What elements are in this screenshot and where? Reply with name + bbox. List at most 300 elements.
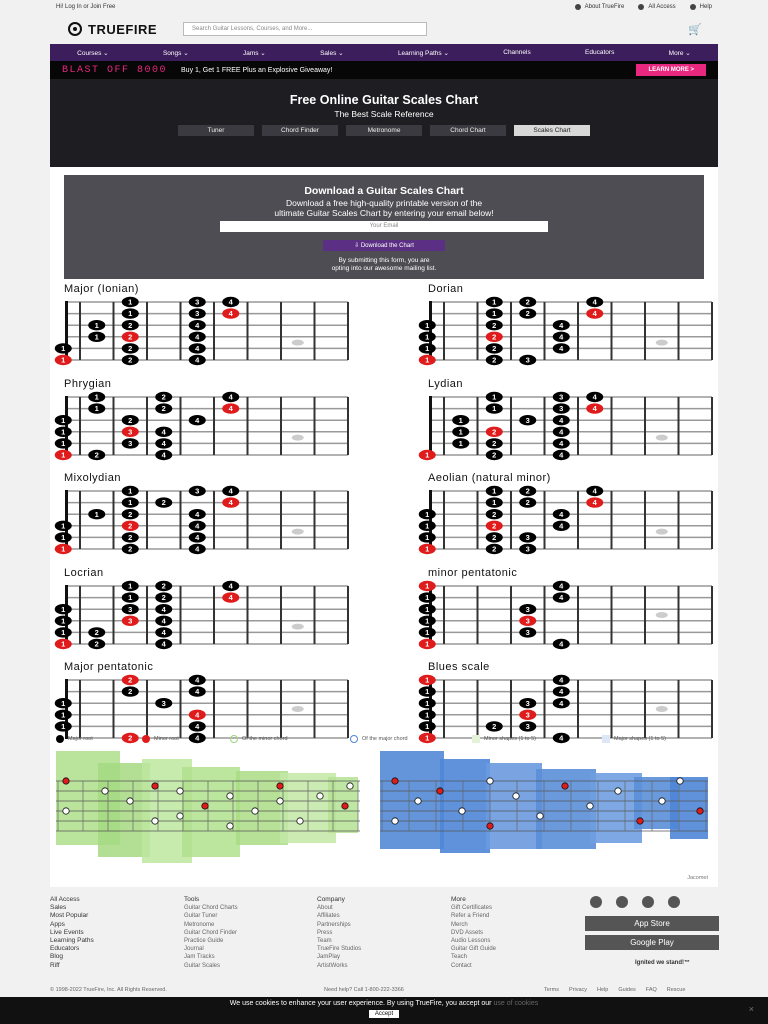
major-note — [392, 778, 398, 784]
google-play-button[interactable]: Google Play — [585, 935, 719, 950]
footer-link[interactable]: Educators — [50, 945, 80, 953]
minor-note — [63, 808, 69, 814]
finger-label: 1 — [128, 593, 133, 603]
finger-label: 3 — [525, 616, 530, 626]
login-link[interactable]: Hi! Log In or Join Free — [56, 4, 116, 10]
finger-label: 1 — [425, 450, 430, 460]
tool-tabs — [50, 125, 718, 136]
footer-col-title: Company — [317, 896, 345, 903]
download-box — [64, 175, 704, 279]
finger-label: 1 — [61, 450, 66, 460]
finger-label: 1 — [128, 309, 133, 319]
promo-banner — [50, 61, 718, 79]
download-icon: ⇩ — [354, 243, 361, 249]
finger-label: 1 — [61, 628, 66, 637]
finger-label: 1 — [425, 628, 430, 637]
finger-label: 1 — [425, 604, 430, 614]
finger-label: 3 — [195, 486, 200, 496]
finger-label: 1 — [425, 639, 430, 649]
finger-label: 4 — [161, 604, 166, 614]
finger-label: 2 — [492, 439, 497, 448]
finger-label: 4 — [161, 427, 166, 437]
minor-note — [63, 778, 69, 784]
email-field[interactable]: Your Email — [220, 221, 548, 232]
finger-label: 2 — [94, 639, 99, 649]
fret-marker — [656, 612, 668, 618]
major-note — [587, 803, 593, 809]
legend-major-shapes: Major shapes (1 to 5) — [602, 735, 666, 743]
finger-label: 1 — [61, 639, 66, 649]
legal-link[interactable]: Help — [597, 987, 609, 993]
finger-label: 1 — [425, 722, 430, 731]
footer-link[interactable]: TrueFire Studios — [317, 946, 362, 953]
finger-label: 4 — [228, 486, 233, 496]
tab-tuner[interactable]: Tuner — [178, 125, 254, 136]
finger-label: 4 — [195, 344, 200, 353]
footer-link[interactable]: Journal — [184, 946, 204, 953]
finger-label: 2 — [128, 687, 133, 697]
download-desc-1: Download a free high-quality printable version of the — [285, 198, 483, 208]
finger-label: 1 — [94, 509, 99, 519]
finger-label: 2 — [525, 297, 530, 307]
finger-label: 4 — [559, 332, 564, 342]
footer-link[interactable]: ArtistWorks — [317, 962, 348, 969]
footer-col-company — [317, 896, 361, 970]
footer-link[interactable]: Guitar Chord Charts — [184, 905, 238, 912]
nav-learning-paths[interactable]: Learning Paths ⌄ — [397, 49, 449, 57]
youtube-icon[interactable] — [642, 896, 654, 908]
finger-label: 1 — [425, 344, 430, 353]
key-icon — [638, 4, 644, 10]
tab-scales-chart[interactable]: Scales Chart — [514, 125, 590, 136]
finger-label: 4 — [228, 581, 233, 591]
footer-link[interactable]: Jam Tracks — [184, 954, 215, 961]
footer-link[interactable]: Team — [317, 938, 332, 945]
green-swatch-icon — [472, 735, 480, 743]
tab-chord-finder[interactable]: Chord Finder — [262, 125, 338, 136]
finger-label: 4 — [161, 450, 166, 460]
finger-label: 2 — [128, 675, 133, 685]
footer-link[interactable]: Learning Paths — [50, 937, 94, 945]
cookie-policy-link[interactable]: use of cookies — [493, 1000, 539, 1007]
nav-more[interactable]: More ⌄ — [668, 49, 691, 57]
major-note — [562, 783, 568, 789]
finger-label: 1 — [61, 427, 66, 437]
finger-label: 4 — [195, 675, 200, 685]
tab-chord-chart[interactable]: Chord Chart — [430, 125, 506, 136]
finger-label: 4 — [161, 616, 166, 626]
minor-note — [277, 798, 283, 804]
promo-text: Buy 1, Get 1 FREE Plus an Explosive Giveaway! — [181, 66, 333, 74]
footer-link[interactable]: Riff — [50, 961, 60, 969]
footer-link[interactable]: Metronome — [184, 921, 215, 928]
download-button-label: Download the Chart — [360, 243, 414, 249]
major-note — [392, 818, 398, 824]
footer-col-more — [451, 896, 496, 970]
fretboard — [61, 391, 344, 467]
finger-label: 3 — [128, 427, 133, 437]
finger-label: 4 — [161, 439, 166, 448]
major-note — [537, 813, 543, 819]
footer-col-title: Tools — [184, 896, 200, 903]
finger-label: 3 — [195, 309, 200, 319]
nut — [429, 396, 432, 456]
red-dot-icon — [142, 735, 150, 743]
minor-note — [102, 788, 108, 794]
finger-label: 1 — [425, 544, 430, 554]
finger-label: 1 — [128, 486, 133, 496]
footer-link[interactable]: Blog — [50, 953, 64, 961]
footer-link[interactable]: Sales — [50, 904, 67, 912]
finger-label: 1 — [61, 698, 66, 708]
finger-label: 4 — [592, 297, 597, 307]
credit: Jacomet — [687, 875, 708, 881]
scale-chart — [425, 472, 708, 566]
finger-label: 1 — [61, 344, 66, 353]
finger-label: 2 — [492, 355, 497, 365]
major-note — [437, 788, 443, 794]
truefire-logo[interactable] — [66, 22, 157, 37]
minor-note — [252, 808, 258, 814]
finger-label: 2 — [161, 392, 166, 402]
finger-label: 3 — [195, 297, 200, 307]
fret-marker — [656, 435, 668, 441]
fret-marker — [656, 340, 668, 346]
tab-metronome[interactable]: Metronome — [346, 125, 422, 136]
major-note — [615, 788, 621, 794]
finger-label: 4 — [195, 521, 200, 531]
promo-brand: BLAST OFF 8000 — [62, 64, 168, 76]
footer-link[interactable]: DVD Assets — [451, 929, 484, 936]
scale-chart — [425, 283, 708, 377]
fretboard — [61, 580, 344, 656]
finger-label: 1 — [458, 439, 463, 448]
finger-label: 4 — [228, 297, 233, 307]
finger-label: 2 — [161, 404, 166, 414]
finger-label: 2 — [128, 332, 133, 342]
finger-label: 1 — [61, 604, 66, 614]
minor-note — [342, 803, 348, 809]
finger-label: 2 — [525, 309, 530, 319]
finger-label: 1 — [61, 439, 66, 448]
finger-label: 4 — [161, 639, 166, 649]
finger-label: 2 — [94, 450, 99, 460]
scale-name: Locrian — [64, 567, 104, 579]
finger-label: 4 — [228, 309, 233, 319]
download-chart-button[interactable] — [323, 240, 445, 251]
learn-more-button[interactable]: LEARN MORE > — [636, 64, 706, 76]
minor-note — [347, 783, 353, 789]
legend-minor-chord: Of the minor chord — [230, 735, 288, 743]
footer-link[interactable]: About — [317, 905, 333, 912]
mailing-note-2: opting into our awesome mailing list. — [331, 264, 437, 272]
finger-label: 4 — [559, 427, 564, 437]
finger-label: 4 — [559, 733, 564, 743]
minor-note — [227, 793, 233, 799]
finger-label: 1 — [61, 533, 66, 542]
finger-label: 1 — [61, 544, 66, 554]
social-links — [590, 896, 680, 908]
legend-minor-shapes: Minor shapes (1 to 5) — [472, 735, 536, 743]
fret-marker — [656, 706, 668, 712]
finger-label: 4 — [228, 392, 233, 402]
mailing-note-1: By submitting this form, you are — [338, 257, 430, 264]
finger-label: 4 — [559, 521, 564, 531]
finger-label: 3 — [128, 439, 133, 448]
minor-note — [127, 798, 133, 804]
finger-label: 1 — [492, 404, 497, 414]
footer-link[interactable]: Contact — [451, 962, 472, 969]
finger-label: 2 — [161, 581, 166, 591]
finger-label: 1 — [425, 687, 430, 697]
finger-label: 4 — [559, 415, 564, 425]
finger-label: 2 — [525, 486, 530, 496]
app-store-button[interactable]: App Store — [585, 916, 719, 931]
finger-label: 4 — [592, 498, 597, 508]
finger-label: 4 — [228, 498, 233, 508]
finger-label: 4 — [559, 450, 564, 460]
finger-label: 3 — [525, 604, 530, 614]
footer-link[interactable]: Teach — [451, 954, 468, 961]
finger-label: 2 — [492, 332, 497, 342]
scale-name: Phrygian — [64, 378, 112, 390]
scale-name: Mixolydian — [64, 472, 121, 484]
finger-label: 4 — [559, 439, 564, 448]
caged-fretboard-diagram — [50, 747, 718, 877]
footer — [50, 892, 718, 974]
fretboard — [425, 485, 708, 561]
finger-label: 1 — [425, 581, 430, 591]
scale-chart — [61, 567, 344, 661]
finger-label: 4 — [228, 404, 233, 414]
finger-label: 1 — [61, 521, 66, 531]
legal-links — [544, 987, 685, 993]
legal-link[interactable]: Guides — [618, 987, 636, 993]
page-subtitle: The Best Scale Reference — [334, 109, 434, 119]
major-note — [637, 818, 643, 824]
finger-label: 1 — [425, 533, 430, 542]
all-access-link[interactable]: All Access — [638, 4, 675, 10]
legal-link[interactable]: Privacy — [568, 987, 588, 993]
finger-label: 4 — [559, 320, 564, 330]
cart-icon[interactable]: 🛒 — [688, 23, 702, 36]
minor-note — [297, 818, 303, 824]
footer-col-title: More — [451, 896, 466, 903]
finger-label: 1 — [128, 498, 133, 508]
finger-label: 4 — [559, 344, 564, 353]
scale-chart — [61, 283, 344, 377]
footer-link[interactable]: Press — [317, 929, 333, 936]
footer-link[interactable]: Guitar Gift Guide — [451, 946, 497, 953]
finger-label: 1 — [61, 415, 66, 425]
legend — [50, 735, 718, 745]
major-note — [487, 823, 493, 829]
finger-label: 2 — [128, 355, 133, 365]
major-note — [677, 778, 683, 784]
search-input[interactable]: Search Guitar Lessons, Courses, and More... — [183, 22, 427, 36]
legal-link[interactable]: Rescue — [666, 987, 686, 993]
minor-note — [177, 788, 183, 794]
finger-label: 2 — [492, 544, 497, 554]
help-phone: Need help? Call 1-800-222-3366 — [324, 987, 404, 993]
finger-label: 4 — [195, 544, 200, 554]
finger-label: 2 — [128, 733, 133, 743]
finger-label: 1 — [425, 320, 430, 330]
finger-label: 1 — [128, 581, 133, 591]
fretboard — [425, 391, 708, 467]
finger-label: 1 — [61, 355, 66, 365]
finger-label: 1 — [128, 297, 133, 307]
finger-label: 1 — [425, 593, 430, 603]
download-title: Download a Guitar Scales Chart — [304, 185, 464, 197]
finger-label: 1 — [425, 521, 430, 531]
fret-marker — [292, 435, 304, 441]
finger-label: 1 — [94, 320, 99, 330]
close-icon[interactable]: × — [748, 1004, 754, 1014]
finger-label: 3 — [525, 710, 530, 720]
finger-label: 3 — [128, 604, 133, 614]
footer-link[interactable]: Practice Guide — [184, 938, 224, 945]
fretboard — [425, 580, 708, 656]
finger-label: 4 — [195, 332, 200, 342]
finger-label: 1 — [94, 332, 99, 342]
logo-icon — [66, 22, 84, 36]
finger-label: 2 — [161, 498, 166, 508]
scale-name: Aeolian (natural minor) — [428, 472, 551, 484]
finger-label: 4 — [559, 675, 564, 685]
minor-note — [152, 783, 158, 789]
nav-courses[interactable]: Courses ⌄ — [77, 49, 109, 57]
footer-link[interactable]: Live Events — [50, 928, 84, 936]
footer-link[interactable]: JamPlay — [317, 954, 341, 961]
finger-label: 4 — [195, 722, 200, 731]
scale-chart — [61, 472, 344, 566]
finger-label: 1 — [61, 710, 66, 720]
finger-label: 1 — [61, 722, 66, 731]
footer-link[interactable]: Guitar Scales — [184, 962, 221, 969]
hero — [50, 79, 718, 167]
finger-label: 1 — [492, 486, 497, 496]
black-dot-icon — [56, 735, 64, 743]
nav-songs[interactable]: Songs ⌄ — [162, 49, 189, 57]
fret-marker — [292, 624, 304, 630]
finger-label: 1 — [61, 616, 66, 626]
finger-label: 4 — [195, 415, 200, 425]
facebook-icon[interactable] — [590, 896, 602, 908]
scale-name: Blues scale — [428, 661, 490, 673]
footer-col-tools — [184, 896, 238, 970]
finger-label: 4 — [195, 733, 200, 743]
footer-link[interactable]: Partnerships — [317, 921, 351, 928]
scale-chart — [61, 378, 344, 472]
footer-link[interactable]: Apps — [50, 920, 65, 928]
finger-label: 4 — [559, 593, 564, 603]
finger-label: 3 — [525, 415, 530, 425]
finger-label: 4 — [559, 687, 564, 697]
legend-major-root: Major root — [56, 735, 93, 743]
nav-educators[interactable]: Educators — [585, 49, 615, 56]
help-link[interactable]: Help — [690, 4, 712, 10]
finger-label: 4 — [195, 710, 200, 720]
page-title: Free Online Guitar Scales Chart — [289, 93, 479, 107]
finger-label: 1 — [492, 392, 497, 402]
fretboard — [425, 296, 708, 372]
nav-sales[interactable]: Sales ⌄ — [320, 49, 344, 57]
footer-link[interactable]: Refer a Friend — [451, 913, 490, 920]
finger-label: 1 — [458, 427, 463, 437]
legal-link[interactable]: Terms — [544, 987, 559, 993]
blue-swatch-icon — [602, 735, 610, 743]
finger-label: 2 — [128, 509, 133, 519]
finger-label: 2 — [128, 344, 133, 353]
finger-label: 4 — [592, 309, 597, 319]
footer-link[interactable]: Merch — [451, 921, 468, 928]
finger-label: 3 — [525, 698, 530, 708]
major-note — [659, 798, 665, 804]
footer-link[interactable]: Guitar Tuner — [184, 913, 218, 920]
finger-label: 3 — [559, 404, 564, 414]
about-link[interactable]: About TrueFire — [575, 4, 625, 10]
finger-label: 2 — [492, 521, 497, 531]
finger-label: 2 — [492, 450, 497, 460]
footer-link[interactable]: Guitar Chord Finder — [184, 929, 238, 936]
header — [0, 14, 768, 44]
finger-label: 1 — [492, 498, 497, 508]
finger-label: 1 — [492, 297, 497, 307]
finger-label: 2 — [492, 509, 497, 519]
twitter-icon[interactable] — [616, 896, 628, 908]
scale-name: Lydian — [428, 378, 464, 390]
instagram-icon[interactable] — [668, 896, 680, 908]
copyright: © 1998-2022 TrueFire, Inc. All Rights Reserved. — [50, 987, 167, 993]
finger-label: 4 — [195, 533, 200, 542]
finger-label: 1 — [425, 710, 430, 720]
minor-note — [177, 813, 183, 819]
footer-link[interactable]: Affiliates — [317, 913, 340, 920]
finger-label: 3 — [161, 698, 166, 708]
finger-label: 3 — [525, 722, 530, 731]
accept-button[interactable]: Accept — [369, 1010, 399, 1018]
finger-label: 4 — [592, 486, 597, 496]
legend-major-chord: Of the major chord — [350, 735, 408, 743]
finger-label: 1 — [425, 733, 430, 743]
footer-link[interactable]: Most Popular — [50, 912, 89, 920]
finger-label: 4 — [559, 698, 564, 708]
finger-label: 1 — [94, 392, 99, 402]
fretboard — [61, 485, 344, 561]
legend-minor-root: Minor root — [142, 735, 179, 743]
green-ring-icon — [230, 735, 238, 743]
tagline: Ignited we stand!™ — [635, 960, 691, 966]
finger-label: 2 — [492, 427, 497, 437]
download-desc-2: ultimate Guitar Scales Chart by entering your email below! — [274, 207, 494, 218]
footer-link[interactable]: Gift Certificates — [451, 905, 493, 912]
nav-jams[interactable]: Jams ⌄ — [242, 49, 266, 57]
fret-marker — [292, 340, 304, 346]
fret-marker — [292, 529, 304, 535]
help-icon — [690, 4, 696, 10]
main-nav — [50, 44, 718, 61]
finger-label: 4 — [195, 320, 200, 330]
finger-label: 4 — [592, 392, 597, 402]
finger-label: 1 — [94, 404, 99, 414]
nav-channels[interactable]: Channels — [503, 49, 531, 56]
footer-link[interactable]: Audio Lessons — [451, 938, 491, 945]
legal-link[interactable]: FAQ — [645, 987, 657, 993]
finger-label: 4 — [559, 509, 564, 519]
finger-label: 4 — [195, 687, 200, 697]
footer-link[interactable]: All Access — [50, 896, 80, 903]
